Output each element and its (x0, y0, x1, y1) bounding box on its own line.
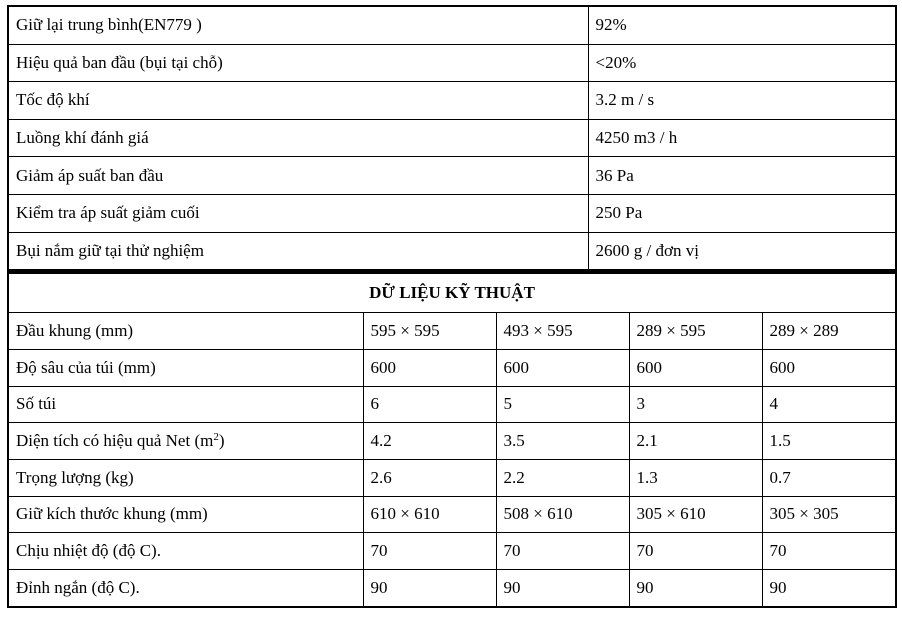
spec-label: Độ sâu của túi (mm) (8, 349, 363, 386)
technical-title-row (8, 273, 896, 313)
table-row (8, 496, 896, 533)
spec-label: Đầu khung (mm) (8, 313, 363, 350)
table-row (8, 386, 896, 423)
spec-value: 70 (496, 533, 629, 570)
table-row (8, 569, 896, 606)
performance-label: Giảm áp suất ban đầu (8, 157, 588, 195)
spec-label: Đỉnh ngắn (độ C). (8, 569, 363, 606)
performance-value: <20% (588, 44, 896, 82)
spec-value: 2.6 (363, 459, 496, 496)
superscript: 2 (213, 431, 219, 444)
table-row (8, 157, 896, 195)
spec-value: 600 (629, 349, 762, 386)
section-title: DỮ LIỆU KỸ THUẬT (8, 273, 896, 313)
spec-value: 6 (363, 386, 496, 423)
spec-sheet (7, 5, 895, 608)
spec-value: 70 (363, 533, 496, 570)
spec-label: Trọng lượng (kg) (8, 459, 363, 496)
spec-value: 5 (496, 386, 629, 423)
spec-value: 305 × 610 (629, 496, 762, 533)
performance-value: 2600 g / đơn vị (588, 232, 896, 270)
table-row (8, 459, 896, 496)
performance-value: 92% (588, 6, 896, 44)
spec-value: 70 (629, 533, 762, 570)
spec-value: 90 (629, 569, 762, 606)
table-row (8, 349, 896, 386)
performance-value: 4250 m3 / h (588, 119, 896, 157)
performance-label: Hiệu quả ban đầu (bụi tại chỗ) (8, 44, 588, 82)
spec-value: 90 (496, 569, 629, 606)
spec-label: Số túi (8, 386, 363, 423)
spec-label: Giữ kích thước khung (mm) (8, 496, 363, 533)
performance-table (7, 5, 897, 271)
spec-value: 1.5 (762, 423, 896, 460)
spec-value: 595 × 595 (363, 313, 496, 350)
technical-table (7, 271, 897, 608)
spec-value: 4.2 (363, 423, 496, 460)
performance-label: Luồng khí đánh giá (8, 119, 588, 157)
table-row (8, 194, 896, 232)
performance-label: Kiểm tra áp suất giảm cuối (8, 194, 588, 232)
table-row (8, 313, 896, 350)
spec-label: Chịu nhiệt độ (độ C). (8, 533, 363, 570)
table-row (8, 6, 896, 44)
spec-value: 2.1 (629, 423, 762, 460)
spec-label-text: Diện tích có hiệu quả Net (m (16, 431, 214, 451)
spec-value: 3.5 (496, 423, 629, 460)
spec-value: 90 (363, 569, 496, 606)
spec-value: 493 × 595 (496, 313, 629, 350)
performance-label: Giữ lại trung bình(EN779 ) (8, 6, 588, 44)
table-row (8, 423, 896, 460)
table-row (8, 44, 896, 82)
spec-value: 4 (762, 386, 896, 423)
spec-value: 2.2 (496, 459, 629, 496)
spec-value: 305 × 305 (762, 496, 896, 533)
spec-value: 70 (762, 533, 896, 570)
spec-value: 289 × 595 (629, 313, 762, 350)
performance-value: 3.2 m / s (588, 82, 896, 120)
table-row (8, 119, 896, 157)
performance-label: Tốc độ khí (8, 82, 588, 120)
spec-value: 600 (363, 349, 496, 386)
spec-label-end: ) (218, 431, 225, 451)
spec-value: 1.3 (629, 459, 762, 496)
spec-value: 0.7 (762, 459, 896, 496)
table-row (8, 82, 896, 120)
table-row (8, 533, 896, 570)
spec-value: 508 × 610 (496, 496, 629, 533)
performance-value: 250 Pa (588, 194, 896, 232)
performance-label: Bụi nắm giữ tại thử nghiệm (8, 232, 588, 270)
table-row (8, 232, 896, 270)
spec-value: 600 (496, 349, 629, 386)
spec-value: 3 (629, 386, 762, 423)
performance-value: 36 Pa (588, 157, 896, 195)
spec-value: 600 (762, 349, 896, 386)
spec-value: 289 × 289 (762, 313, 896, 350)
spec-value: 610 × 610 (363, 496, 496, 533)
spec-value: 90 (762, 569, 896, 606)
spec-label (8, 423, 363, 460)
